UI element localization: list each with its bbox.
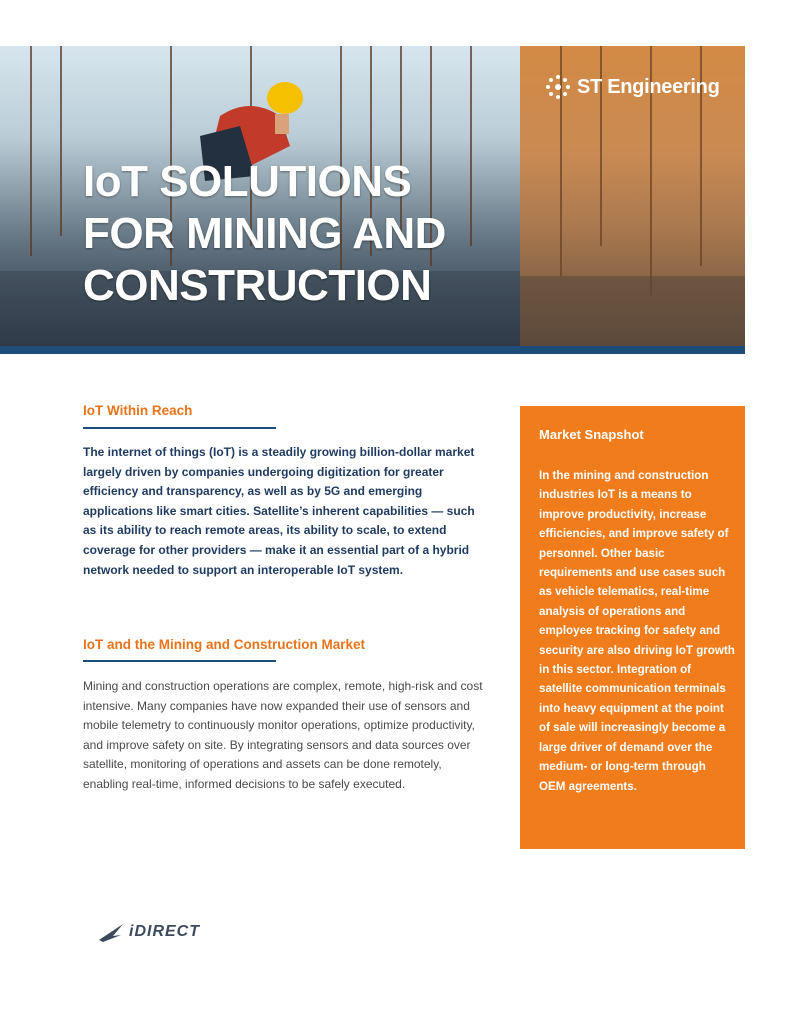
brand-logo — [545, 74, 719, 100]
section-rule — [83, 427, 276, 429]
page-title — [83, 156, 446, 312]
snapshot-title: Market Snapshot — [539, 427, 644, 442]
intro-paragraph: The internet of things (IoT) is a steadily growing billion-dollar market largely driven by companies undergoing digitization for greater efficiency and transparency, as well as by 5G and emerging applications like smart cities. Satellite’s inherent capabilities — such as its ability to reach remote areas, its ability to scale, to extend coverage for other providers — make it an essential part of a hybrid network needed to support an interoperable IoT system. — [83, 445, 475, 577]
brand-name: ST Engineering — [577, 75, 720, 98]
idirect-logo — [99, 922, 200, 942]
section-rule — [83, 660, 276, 662]
title-line-3: CONSTRUCTION — [83, 261, 432, 310]
section-heading-mining-market: IoT and the Mining and Construction Market — [83, 637, 365, 652]
market-snapshot-box — [520, 406, 745, 849]
idirect-swoosh-icon — [99, 922, 125, 942]
idirect-wordmark: iDIRECT — [129, 923, 200, 940]
title-line-2: FOR MINING AND — [83, 209, 446, 258]
market-paragraph: Mining and construction operations are complex, remote, high-risk and cost intensive. Many companies have now expanded their use of sensors and mobile telemetry to continuously monitor operations, optimize productivity, and improve safety on site. By integrating sensors and data sources over satellite, monitoring of operations and assets can be done remotely, enabling real-time, informed decisions to be safely executed. — [83, 679, 483, 791]
hero-divider — [0, 346, 745, 354]
title-line-1: IoT SOLUTIONS — [83, 157, 412, 206]
snapshot-body: In the mining and construction industries IoT is a means to improve productivity, increase efficiencies, and improve safety of personnel. Other basic requirements and use cases such as vehicle telematics, real-time analysis of operations and employee tracking for safety and security are also driving IoT growth in this sector. Integration of satellite communication terminals into heavy equipment at the point of sale will increasingly become a large driver of demand over the medium- or long-term through OEM agreements. — [539, 469, 735, 793]
starburst-icon — [545, 74, 571, 100]
section-heading-iot-within-reach: IoT Within Reach — [83, 403, 193, 418]
hero-banner — [0, 46, 745, 354]
